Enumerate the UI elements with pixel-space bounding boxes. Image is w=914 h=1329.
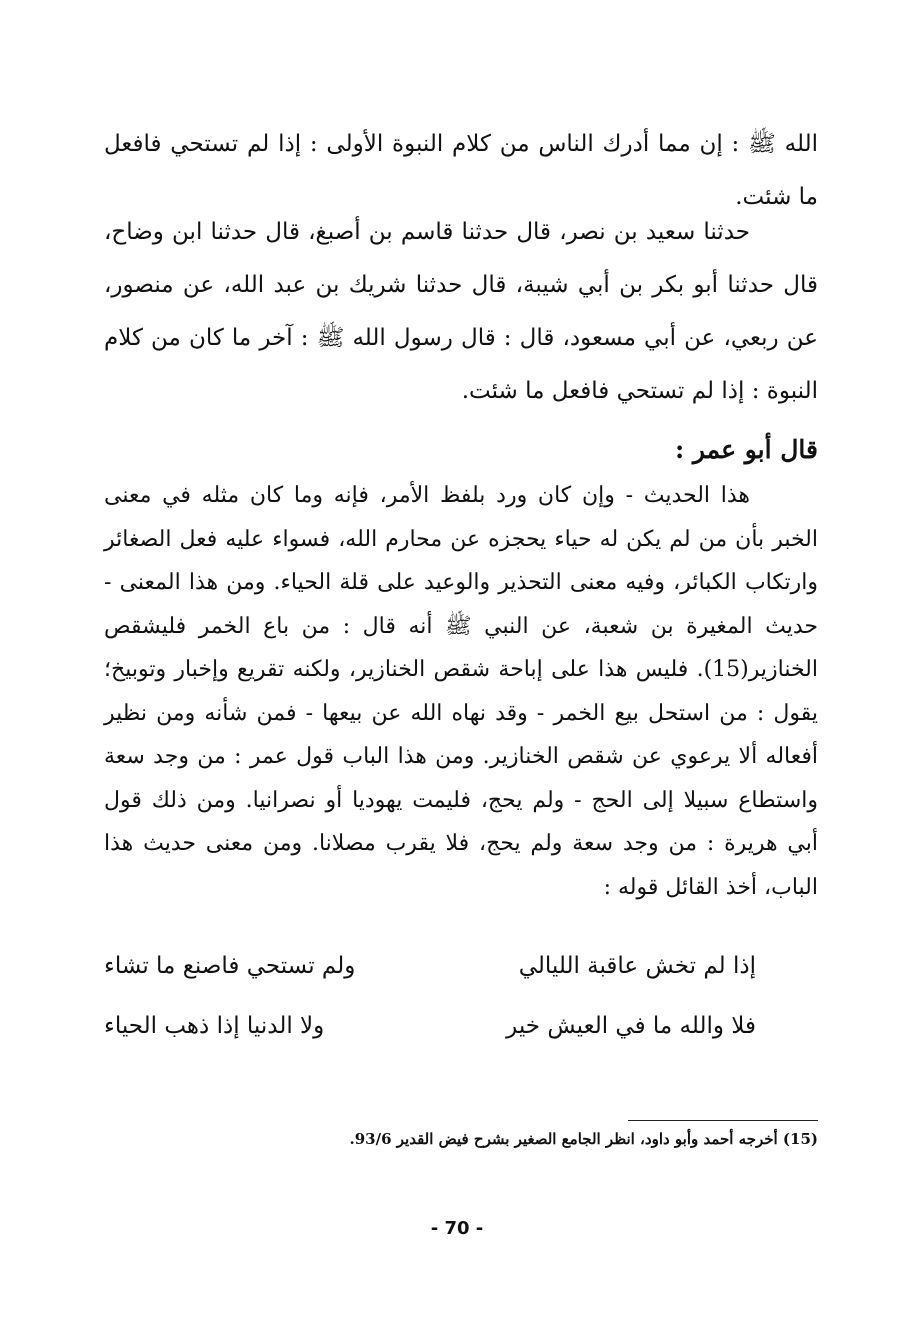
poem-verse-1-first-hemistich: إذا لم تخش عاقبة الليالي: [518, 953, 756, 979]
poem-verse-2: [104, 1006, 818, 1046]
poem-verse-2-second-hemistich: ولا الدنيا إذا ذهب الحياء: [104, 1013, 325, 1039]
page-number: - 70 -: [430, 1218, 484, 1239]
footnote-15: (15) أخرجه أحمد وأبو داود، انظر الجامع الصغير بشرح فيض القدير 93/6.: [349, 1130, 818, 1148]
section-heading: قال أبو عمر :: [674, 435, 818, 464]
poem-verse-2-first-hemistich: فلا والله ما في العيش خير: [506, 1013, 756, 1039]
hadith-paragraph-2: حدثنا سعيد بن نصر، قال حدثنا قاسم بن أصبغ، قال حدثنا ابن وضاح، قال حدثنا أبو بكر بن أبي شيبة، قال حدثنا شريك بن عبد الله، عن منصور، عن ربعي، عن أبي مسعود، قال : قال رسول الله ﷺ : آخر ما كان من كلام النبوة : إذا لم تستحي فافعل ما شئت.: [104, 219, 818, 404]
poem-verse-1: [104, 946, 818, 986]
footnote-divider: [628, 1120, 818, 1121]
poem-verse-1-second-hemistich: ولم تستحي فاصنع ما تشاء: [104, 953, 356, 979]
hadith-paragraph-1: الله ﷺ : إن مما أدرك الناس من كلام النبوة الأولى : إذا لم تستحي فافعل ما شئت.: [104, 131, 818, 210]
commentary-paragraph: هذا الحديث - وإن كان ورد بلفظ الأمر، فإنه وما كان مثله في معنى الخبر بأن من لم يكن له حياء يحجزه عن محارم الله، فسواء عليه فعل الصغائر وارتكاب الكبائر، وفيه معنى التحذير والوعيد على قلة الحياء. ومن هذا المعنى - حديث المغيرة بن شعبة، عن النبي ﷺ أنه قال : من باع الخمر فليشقص الخنازير(15). فليس هذا على إباحة شقص الخنازير، ولكنه تقريع وإخبار وتوبيخ؛ يقول : من استحل بيع الخمر - وقد نهاه الله عن بيعها - فمن شأنه ومن نظير أفعاله ألا يرعوي عن شقص الخنازير. ومن هذا الباب قول عمر : من وجد سعة واستطاع سبيلا إلى الحج - ولم يحج، فليمت يهوديا أو نصرانيا. ومن ذلك قول أبي هريرة : من وجد سعة ولم يحج، فلا يقرب مصلانا. ومن معنى حديث هذا الباب، أخذ القائل قوله :: [104, 483, 818, 900]
